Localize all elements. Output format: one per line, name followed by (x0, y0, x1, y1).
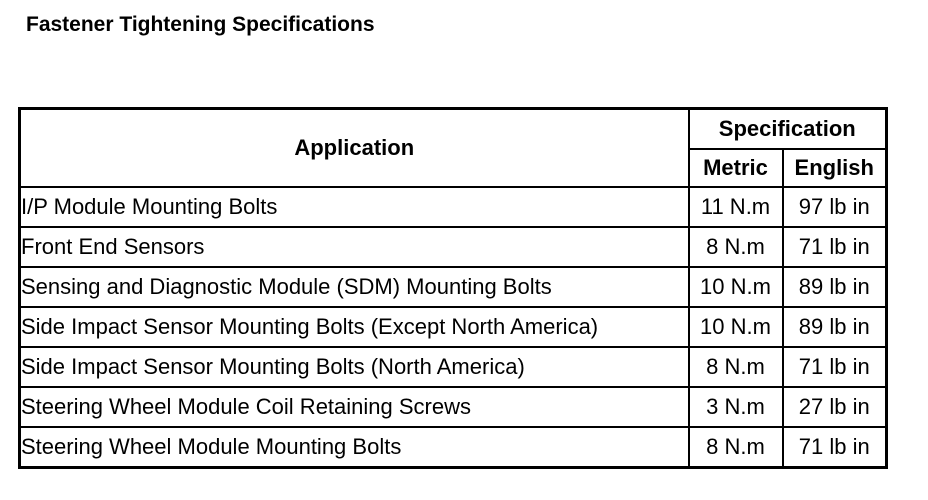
table-row (20, 267, 887, 307)
english-cell: 89 lb in (783, 267, 887, 307)
table-row (20, 347, 887, 387)
table-header-row (20, 109, 887, 150)
english-header: English (783, 149, 887, 187)
application-cell: Steering Wheel Module Coil Retaining Screws (20, 387, 689, 427)
page-title: Fastener Tightening Specifications (26, 13, 375, 36)
metric-cell: 10 N.m (689, 267, 783, 307)
metric-cell: 8 N.m (689, 227, 783, 267)
application-cell: Steering Wheel Module Mounting Bolts (20, 427, 689, 468)
metric-cell: 8 N.m (689, 347, 783, 387)
english-cell: 71 lb in (783, 227, 887, 267)
english-cell: 97 lb in (783, 187, 887, 227)
metric-cell: 3 N.m (689, 387, 783, 427)
english-cell: 27 lb in (783, 387, 887, 427)
application-cell: Side Impact Sensor Mounting Bolts (North America) (20, 347, 689, 387)
english-cell: 71 lb in (783, 347, 887, 387)
english-cell: 71 lb in (783, 427, 887, 468)
application-cell: I/P Module Mounting Bolts (20, 187, 689, 227)
metric-header: Metric (689, 149, 783, 187)
application-header: Application (20, 109, 689, 188)
metric-cell: 8 N.m (689, 427, 783, 468)
table-row (20, 227, 887, 267)
table-row (20, 427, 887, 468)
application-cell: Sensing and Diagnostic Module (SDM) Mounting Bolts (20, 267, 689, 307)
fastener-spec-table (18, 107, 888, 469)
metric-cell: 10 N.m (689, 307, 783, 347)
specification-header: Specification (689, 109, 887, 150)
metric-cell: 11 N.m (689, 187, 783, 227)
application-cell: Side Impact Sensor Mounting Bolts (Except North America) (20, 307, 689, 347)
table-row (20, 187, 887, 227)
table-row (20, 307, 887, 347)
table-row (20, 387, 887, 427)
english-cell: 89 lb in (783, 307, 887, 347)
application-cell: Front End Sensors (20, 227, 689, 267)
